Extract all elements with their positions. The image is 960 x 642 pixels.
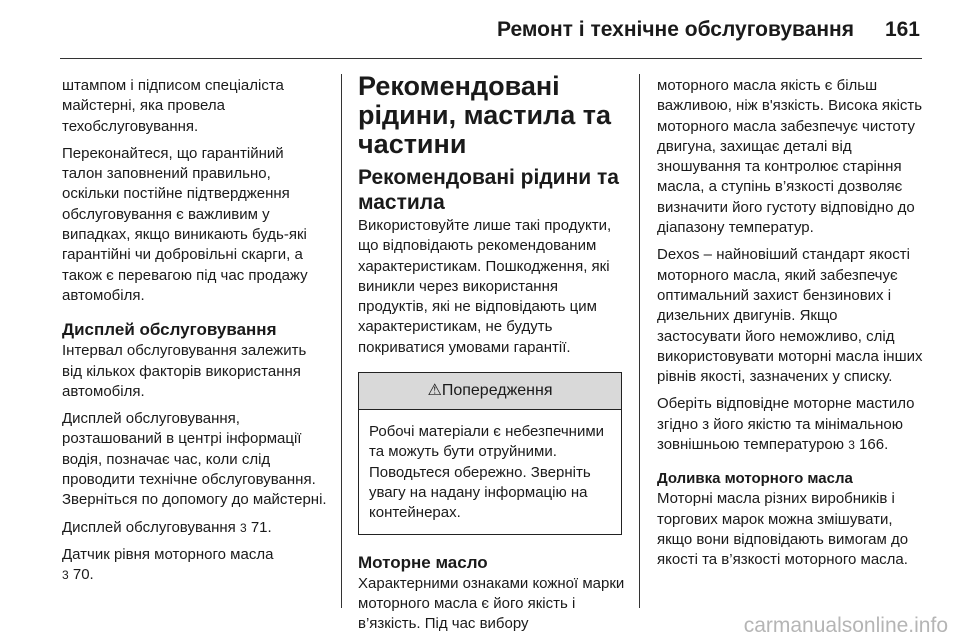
column-rule-left — [341, 74, 342, 608]
warning-header — [359, 373, 621, 410]
warning-title: Попередження — [441, 382, 553, 400]
cross-reference-icon: 3 — [848, 438, 855, 453]
header-rule — [60, 58, 922, 59]
reference-text: Оберіть відповідне моторне мастило згідно з його якістю та мінімальною зовнішньою температурою — [657, 395, 915, 454]
section-heading-engine-oil: Моторне масло — [358, 552, 488, 572]
paragraph: Dexos – найновіший стандарт якості моторного масла, який забезпечує оптимальний захист бензинових і дизельних двигунів. Якщо застосувати його неможливо, слід використовувати моторні масла інших рівнів якості, зазначених у списку. — [657, 246, 923, 386]
chapter-heading: Рекомендовані рідини, мастила та частини — [358, 71, 612, 159]
column-1 — [62, 76, 328, 593]
section-heading-oil-topping: Доливка моторного масла — [657, 470, 853, 488]
page-number: 161 — [884, 18, 920, 41]
page-header-title: Ремонт і технічне обслуговування — [497, 18, 854, 41]
reference-page: 71. — [250, 518, 272, 536]
cross-reference-icon: 3 — [239, 520, 247, 535]
paragraph: штампом і підписом спеціаліста майстерні, яка провела техобслуговування. — [62, 77, 284, 135]
cross-reference-oil-sensor[interactable] — [62, 545, 328, 586]
warning-body — [359, 410, 621, 533]
section-heading-service-display: Дисплей обслуговування — [62, 320, 277, 340]
cross-reference-icon: 3 — [62, 568, 69, 583]
paragraph: Моторні масла різних виробників і торгових марок можна змішувати, якщо вони відповідають вимогам до якості та в’язкості моторного масла. — [657, 490, 909, 569]
reference-text: Дисплей обслуговування — [62, 518, 236, 536]
paragraph: Використовуйте лише такі продукти, що відповідають рекомендованим характеристикам. Пошкодження, які виникли через використання продуктів, які не відповідають цим характеристикам, не будуть покриватися умовами гарантії. — [358, 217, 612, 356]
cross-reference-oil-quality[interactable] — [657, 394, 925, 455]
column-2 — [358, 72, 626, 641]
reference-page: 166. — [859, 436, 889, 454]
reference-text: Датчик рівня моторного масла — [62, 545, 274, 563]
cross-reference-service-display[interactable] — [62, 518, 328, 538]
warning-text: Робочі матеріали є небезпечними та можуть бути отруйними. Поводьтеся обережно. Зверніть увагу на надану інформацію на контейнерах. — [369, 423, 605, 522]
warning-icon: ⚠ — [427, 382, 442, 400]
paragraph: моторного масла якість є більш важливою, ніж в'язкість. Висока якість моторного масла забезпечує чистоту двигуна, захищає деталі від зношування та контролює старіння масла, а ступінь в’язкості дозволяє визначити його густоту відповідно до діапазону температур. — [657, 77, 923, 237]
warning-box — [358, 372, 622, 534]
paragraph: Інтервал обслуговування залежить від кількох факторів використання автомобіля. — [62, 342, 307, 400]
paragraph: Характерними ознаками кожної марки моторного масла є його якість і в’язкість. Під час вибору — [358, 574, 625, 633]
column-rule-right — [639, 74, 640, 608]
section-heading-fluids: Рекомендовані рідини та мастила — [358, 166, 619, 214]
paragraph: Переконайтеся, що гарантійний талон заповнений правильно, оскільки постійне підтвердження обслуговування є важливим у випадках, якщо виникають будь-які гарантійні чи добровільні скарги, а також є перевагою під час продажу автомобіля. — [62, 144, 308, 304]
reference-page: 70. — [72, 566, 94, 584]
column-3 — [657, 76, 925, 578]
watermark: carmanualsonline.info — [743, 614, 948, 637]
paragraph: Дисплей обслуговування, розташований в центрі інформації водія, позначає час, коли слід проводити технічне обслуговування. Зверніться по допомогу до майстерні. — [62, 410, 327, 509]
